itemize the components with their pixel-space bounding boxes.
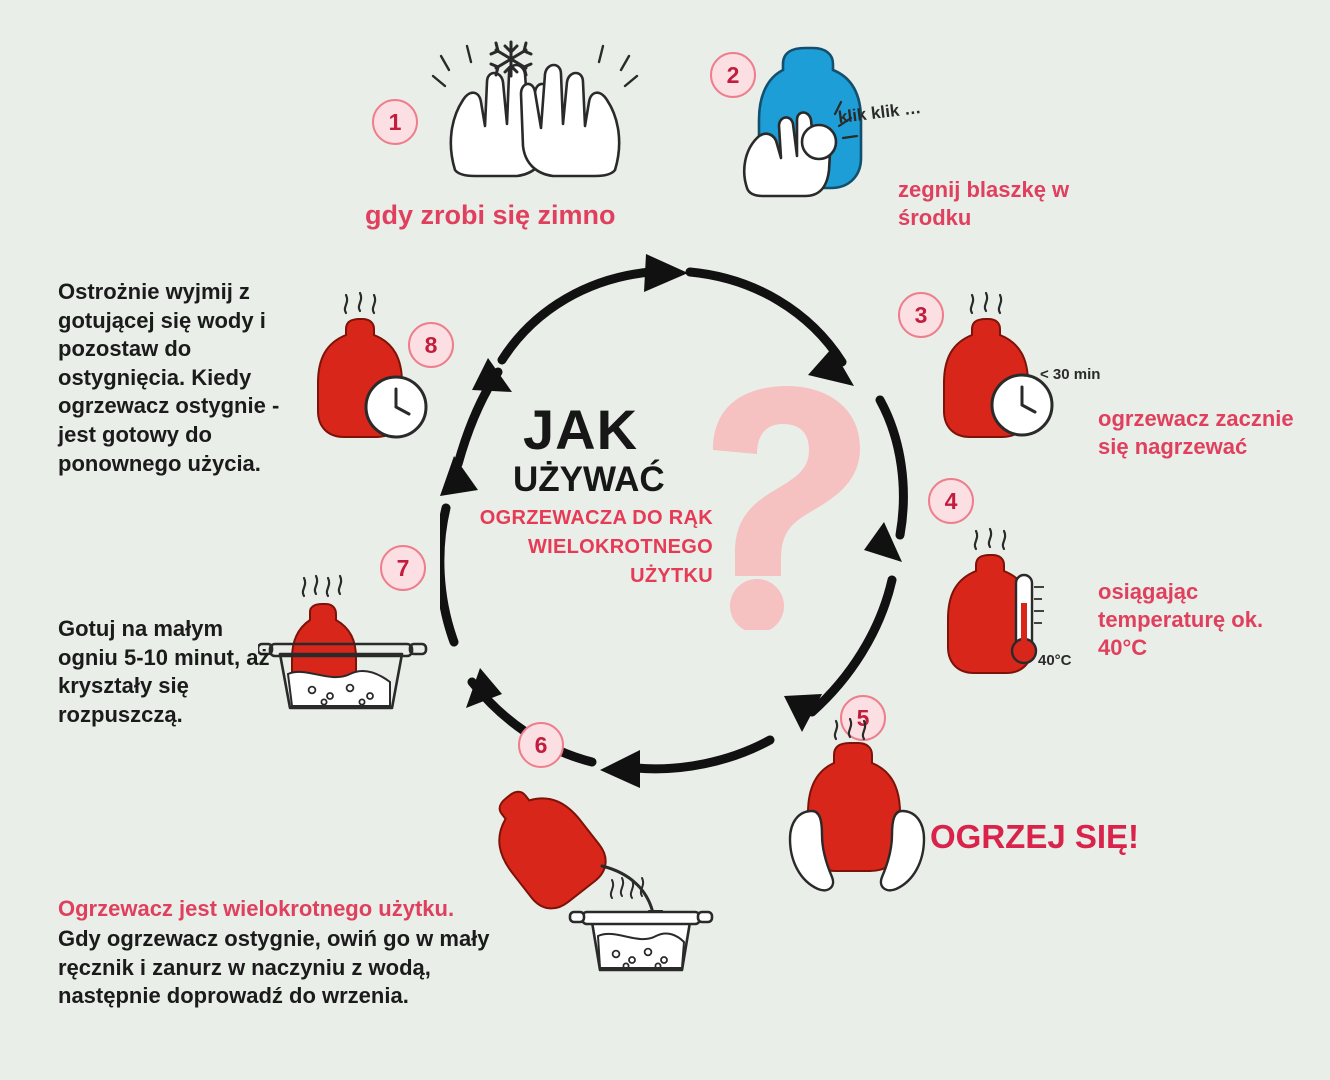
step-badge-3[interactable]: 3 [898,292,944,338]
step-2-label: zegnij blaszkę w środku [898,177,1070,231]
step-4-note: 40°C [1038,652,1072,669]
step-3-note: < 30 min [1040,366,1101,383]
step-6-text-block [58,895,538,1011]
step-1-label: gdy zrobi się zimno [365,200,616,230]
pot-boiling-warmer-icon [258,570,428,715]
step-badge-8[interactable]: 8 [408,322,454,368]
hands-holding-warmer-icon [778,715,938,895]
hub-title-second: UŻYWAĆ [513,460,665,499]
warmer-clock-cooling-icon [310,285,450,450]
step-3-label: ogrzewacz zacznie się nagrzewać [1098,406,1294,460]
step-badge-6[interactable]: 6 [518,722,564,768]
step-badge-2[interactable]: 2 [710,52,756,98]
step-8-label: Ostrożnie wyjmij z gotującej się wody i pozostaw do ostygnięcia. Kiedy ogrzewacz ostygnie - jest gotowy do ponownego użycia. [58,279,280,476]
warmer-clock-icon [938,285,1078,445]
step-badge-5[interactable]: 5 [840,695,886,741]
step-5-label: OGRZEJ SIĘ! [930,818,1140,855]
step-badge-7[interactable]: 7 [380,545,426,591]
step-2-note: klik klik … [837,98,922,128]
step-6-label: Gdy ogrzewacz ostygnie, owiń go w mały ręcznik i zanurz w naczyniu z wodą, następnie doprowadź do wrzenia. [58,926,490,1009]
step-4-label: osiągając temperaturę ok. 40°C [1098,579,1264,661]
step-6-highlight: Ogrzewacz jest wielokrotnego użytku. [58,896,455,921]
cold-hands-snowflake-icon [425,40,645,180]
hub-title-sub: OGRZEWACZA DO RĄK WIELOKROTNEGO UŻYTKU [479,507,713,587]
step-badge-4[interactable]: 4 [928,478,974,524]
step-7-label: Gotuj na małym ogniu 5-10 minut, aż kryształy się rozpuszczą. [58,616,270,727]
hub-title-main: JAK [523,398,639,461]
step-badge-1[interactable]: 1 [372,99,418,145]
